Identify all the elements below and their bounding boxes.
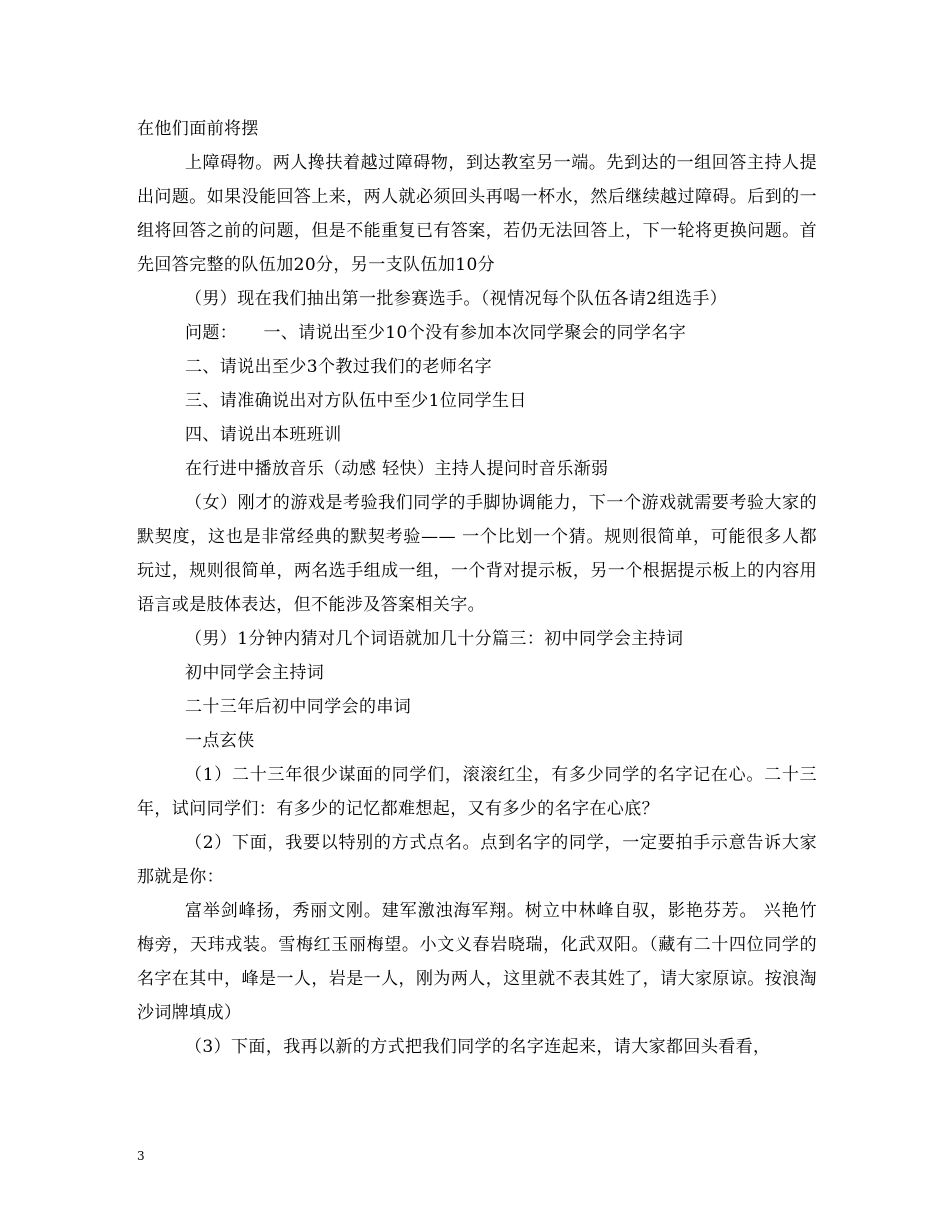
paragraph: 问题： 一、请说出至少10个没有参加本次同学聚会的同学名字 xyxy=(185,323,687,343)
paragraph: （女）刚才的游戏是考验我们同学的手脚协调能力，下一个游戏就需要考验大家的默契度，这也是非常经典的默契考验—— 一个比划一个猜。规则很简单，可能很多人都玩过，规则很简单，两名选手组成一组，一个背对提示板，另一个根据提示板上的内容用语言或是肢体表达，但不能涉及答案相关字。 xyxy=(137,493,817,615)
paragraph: 上障碍物。两人搀扶着越过障碍物，到达教室另一端。先到达的一组回答主持人提出问题。如果没能回答上来，两人就必须回头再喝一杯水，然后继续越过障碍。后到的一组将回答之前的问题，但是不能重复已有答案，若仍无法回答上，下一轮将更换问题。首先回答完整的队伍加20分，另一支队伍加10分 xyxy=(137,153,817,275)
paragraph: 二、请说出至少3个教过我们的老师名字 xyxy=(185,357,493,377)
document-body xyxy=(137,112,817,1064)
paragraph: （2）下面，我要以特别的方式点名。点到名字的同学，一定要拍手示意告诉大家那就是你： xyxy=(137,833,817,887)
paragraph: （3）下面，我再以新的方式把我们同学的名字连起来，请大家都回头看看， xyxy=(185,1037,771,1057)
paragraph: （男）现在我们抽出第一批参赛选手。（视情况每个队伍各请2组选手） xyxy=(185,289,728,309)
paragraph: （男）1分钟内猜对几个词语就加几十分篇三：初中同学会主持词 xyxy=(185,629,684,649)
paragraph: 富举剑峰扬，秀丽文刚。建军激浊海军翔。树立中林峰自驭，影艳芬芳。 兴艳竹梅旁，天玮戎装。雪梅红玉丽梅望。小文义春岩晓瑞，化武双阳。（藏有二十四位同学的名字在其中，峰是一人，岩是一人，刚为两人，这里就不表其姓了，请大家原谅。按浪淘沙词牌填成） xyxy=(137,901,817,1023)
paragraph: （1）二十三年很少谋面的同学们，滚滚红尘，有多少同学的名字记在心。二十三年，试问同学们：有多少的记忆都难想起，又有多少的名字在心底？ xyxy=(137,765,817,819)
paragraph: 二十三年后初中同学会的串词 xyxy=(185,697,412,717)
paragraph: 四、请说出本班班训 xyxy=(185,425,342,445)
paragraph: 一点玄侠 xyxy=(185,731,255,751)
paragraph: 在他们面前将摆 xyxy=(137,119,259,139)
page-number: 3 xyxy=(137,1149,145,1163)
paragraph: 三、请准确说出对方队伍中至少1位同学生日 xyxy=(185,391,527,411)
paragraph: 在行进中播放音乐（动感 轻快）主持人提问时音乐渐弱 xyxy=(185,459,609,479)
paragraph: 初中同学会主持词 xyxy=(185,663,325,683)
